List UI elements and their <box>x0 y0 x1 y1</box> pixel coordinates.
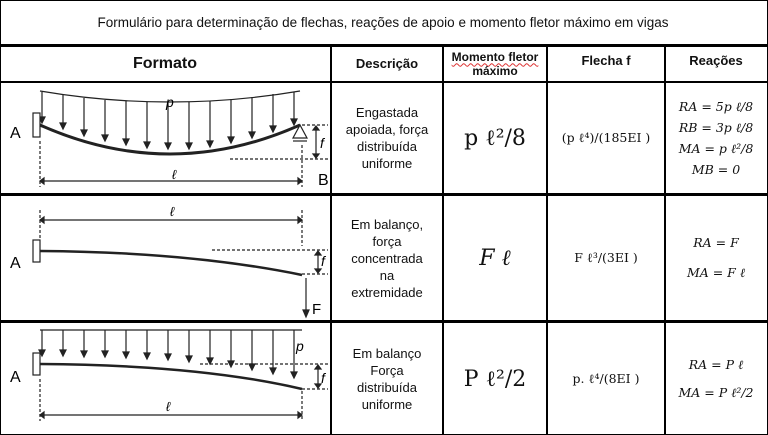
reaction-line: RA = 5p ℓ/8 <box>678 99 754 114</box>
fixed-support <box>33 240 40 262</box>
header-momento-line1: Momento fletor <box>451 49 539 64</box>
header-reacoes: Reações <box>689 52 743 68</box>
reaction-line: MA = p ℓ²/8 <box>678 141 754 156</box>
desc-line: uniforme <box>361 156 413 171</box>
length-label: ℓ <box>172 167 177 182</box>
desc-line: Engastada <box>355 105 419 120</box>
desc-line: Em balanço <box>352 346 422 361</box>
diagram-cantilever-point-load <box>0 196 330 320</box>
fixed-support <box>33 353 40 375</box>
header-formato: Formato <box>133 54 197 72</box>
row2-flecha: F ℓ³/(3EI ) <box>574 250 638 265</box>
row1-descricao <box>332 83 442 193</box>
desc-line: uniforme <box>361 397 413 412</box>
length-label: ℓ <box>170 204 175 219</box>
row1-flecha: (p ℓ⁴)/(185EI ) <box>561 130 651 145</box>
row3-flecha: p. ℓ⁴/(8EI ) <box>572 371 640 386</box>
row2-momento: F ℓ <box>479 246 511 271</box>
row2-reacoes <box>666 196 766 320</box>
header-momento <box>444 46 546 81</box>
desc-line: Em balanço, <box>350 216 424 232</box>
reaction-line: RA = F <box>693 235 739 250</box>
deflection-label: f <box>320 135 324 151</box>
reaction-line: MA = P ℓ²/2 <box>678 385 754 400</box>
row1-reacoes <box>666 83 766 193</box>
diagram-cantilever-distributed <box>0 323 330 435</box>
reaction-line: MA = F ℓ <box>686 265 746 280</box>
force-label: F <box>312 301 322 318</box>
support-label-a: A <box>10 255 21 272</box>
header-flecha: Flecha f <box>581 52 631 68</box>
desc-line: na <box>379 267 395 283</box>
row3-momento: P ℓ²/2 <box>463 367 527 392</box>
deflected-beam <box>40 251 302 275</box>
length-label: ℓ <box>166 399 171 414</box>
reaction-line: MB = 0 <box>691 162 741 177</box>
desc-line: distribuída <box>357 380 417 395</box>
header-momento-line2: máximo <box>472 63 518 78</box>
deflected-beam <box>40 125 300 154</box>
diagram-propped-cantilever <box>0 83 330 193</box>
page-title: Formulário para determinação de flechas, reações de apoio e momento fletor máximo em vigas <box>97 14 669 30</box>
row1-momento: p ℓ²/8 <box>464 126 526 151</box>
desc-line: concentrada <box>351 250 423 266</box>
reaction-line: RB = 3p ℓ/8 <box>678 120 754 135</box>
desc-line: apoiada, força <box>345 122 429 137</box>
load-label: p <box>296 338 304 354</box>
desc-line: força <box>372 233 402 249</box>
support-label-a: A <box>10 125 21 142</box>
row2-descricao <box>332 196 442 320</box>
desc-line: Força <box>370 363 404 378</box>
deflection-label: f <box>321 370 325 386</box>
load-arrows <box>39 330 297 378</box>
header-descricao: Descrição <box>355 56 419 71</box>
desc-line: extremidade <box>351 284 423 300</box>
support-label-a: A <box>10 369 21 386</box>
load-label: p <box>166 94 174 110</box>
desc-line: distribuída <box>357 139 417 154</box>
reaction-line: RA = P ℓ <box>688 357 744 372</box>
deflection-guides <box>40 364 328 421</box>
row3-reacoes <box>666 323 766 435</box>
fixed-support <box>33 113 40 137</box>
deflection-label: f <box>321 253 325 269</box>
deflected-beam <box>40 364 302 389</box>
support-label-b: B <box>318 172 329 189</box>
row3-descricao <box>332 323 442 435</box>
